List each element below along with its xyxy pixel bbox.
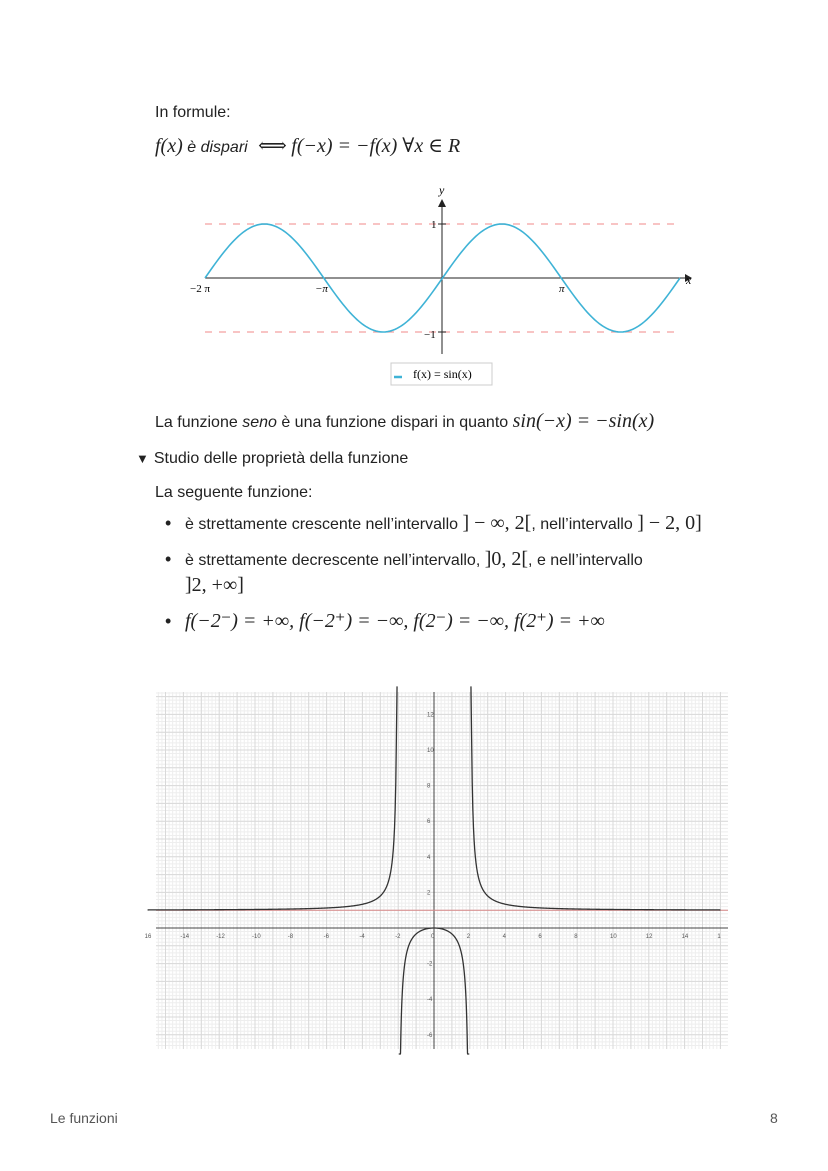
- legend-label: f(x) = sin(x): [413, 367, 472, 381]
- page-number: 8: [770, 1110, 778, 1126]
- footer-title: Le funzioni: [50, 1110, 118, 1126]
- bullet-dot-1: •: [165, 513, 172, 533]
- y-tick-label: -4: [427, 997, 433, 1004]
- x-tick-label: 8: [574, 934, 578, 940]
- sentence-prefix: La funzione: [155, 414, 243, 431]
- odd-definition: [155, 133, 460, 158]
- y-tick-label: -6: [427, 1032, 433, 1039]
- sine-identity: sin(−x) = −sin(x): [512, 410, 655, 432]
- bullet3-limits: f(−2⁻) = +∞, f(−2⁺) = −∞, f(2⁻) = −∞, f(2⁺) = +∞: [185, 610, 605, 632]
- bullet2-math-a: ]0, 2[: [484, 548, 529, 570]
- x-tick-label: 0: [431, 934, 435, 940]
- y-axis-label: y: [439, 183, 445, 197]
- y-tick-label: 10: [427, 748, 434, 754]
- bullet1-text-b: , nell’intervallo: [531, 516, 633, 533]
- x-tick-label: -2: [395, 934, 401, 940]
- study-intro: La seguente funzione:: [155, 484, 313, 501]
- sentence-middle: è una funzione dispari in quanto: [276, 414, 513, 431]
- y-tick-label: 12: [427, 712, 434, 719]
- is-odd-label: è dispari: [187, 139, 248, 156]
- bullet-1: [185, 512, 702, 535]
- x-tick-label-minus-2pi: −2 π: [190, 283, 211, 295]
- y-tick-label: 6: [427, 819, 431, 826]
- y-tick-label: 8: [427, 783, 431, 790]
- bullet1-text-a: è strettamente crescente nell’intervallo: [185, 516, 459, 533]
- y-tick-label-bottom: −1: [424, 329, 436, 341]
- toggle-arrow-icon[interactable]: ▼: [136, 451, 149, 466]
- x-tick-label: 6: [538, 934, 542, 940]
- odd-equation: f(−x) = −f(x) ∀x ∈ R: [291, 135, 461, 157]
- bullet-dot-2: •: [165, 549, 172, 569]
- x-tick-label: 1: [717, 934, 721, 940]
- y-tick-label-top: 1: [431, 219, 437, 231]
- x-tick-label: 10: [610, 934, 617, 940]
- grid-minor: [156, 692, 728, 1049]
- bullet2-math-b: ]2, +∞]: [185, 574, 244, 596]
- y-axis-arrow: [438, 199, 446, 207]
- y-tick-label: 2: [427, 890, 431, 897]
- f-of-x: f(x): [155, 135, 183, 157]
- x-tick-label: -12: [216, 934, 225, 940]
- bullet1-math-b: ] − 2, 0]: [637, 512, 702, 534]
- x-tick-label: -4: [359, 934, 365, 940]
- bullet-2: [185, 548, 643, 571]
- x-axis-label: x: [686, 273, 692, 287]
- seno-word: seno: [242, 414, 277, 431]
- x-tick-label: 4: [502, 934, 506, 940]
- x-tick-label: 14: [681, 934, 689, 940]
- bullet1-math-a: ] − ∞, 2[: [462, 512, 532, 534]
- x-tick-label: -8: [287, 934, 294, 940]
- y-tick-label: 4: [427, 854, 431, 861]
- bullet-dot-3: •: [165, 611, 172, 631]
- bullet2-text-a: è strettamente decrescente nell’intervallo,: [185, 552, 481, 569]
- function-graph: [144, 692, 728, 1049]
- y-tick-label: -2: [427, 961, 433, 968]
- x-tick-label-pi: π: [559, 283, 565, 295]
- x-tick-label: 16: [144, 934, 152, 940]
- x-tick-label-minus-pi: −π: [315, 283, 328, 295]
- x-tick-label: -14: [180, 934, 190, 940]
- sine-odd-sentence: [155, 410, 654, 433]
- iff-symbol: ⟺: [258, 135, 287, 157]
- x-tick-label: 12: [645, 934, 653, 940]
- x-tick-label: 2: [466, 934, 471, 940]
- toggle-label[interactable]: Studio delle proprietà della funzione: [153, 450, 409, 467]
- x-tick-label: -6: [323, 934, 329, 940]
- formulas-intro: In formule:: [155, 104, 231, 121]
- bullet2-text-b: , e nell’intervallo: [528, 552, 643, 569]
- sine-chart: [180, 182, 700, 392]
- x-tick-label: -10: [252, 934, 261, 940]
- toggle-section[interactable]: [136, 449, 408, 469]
